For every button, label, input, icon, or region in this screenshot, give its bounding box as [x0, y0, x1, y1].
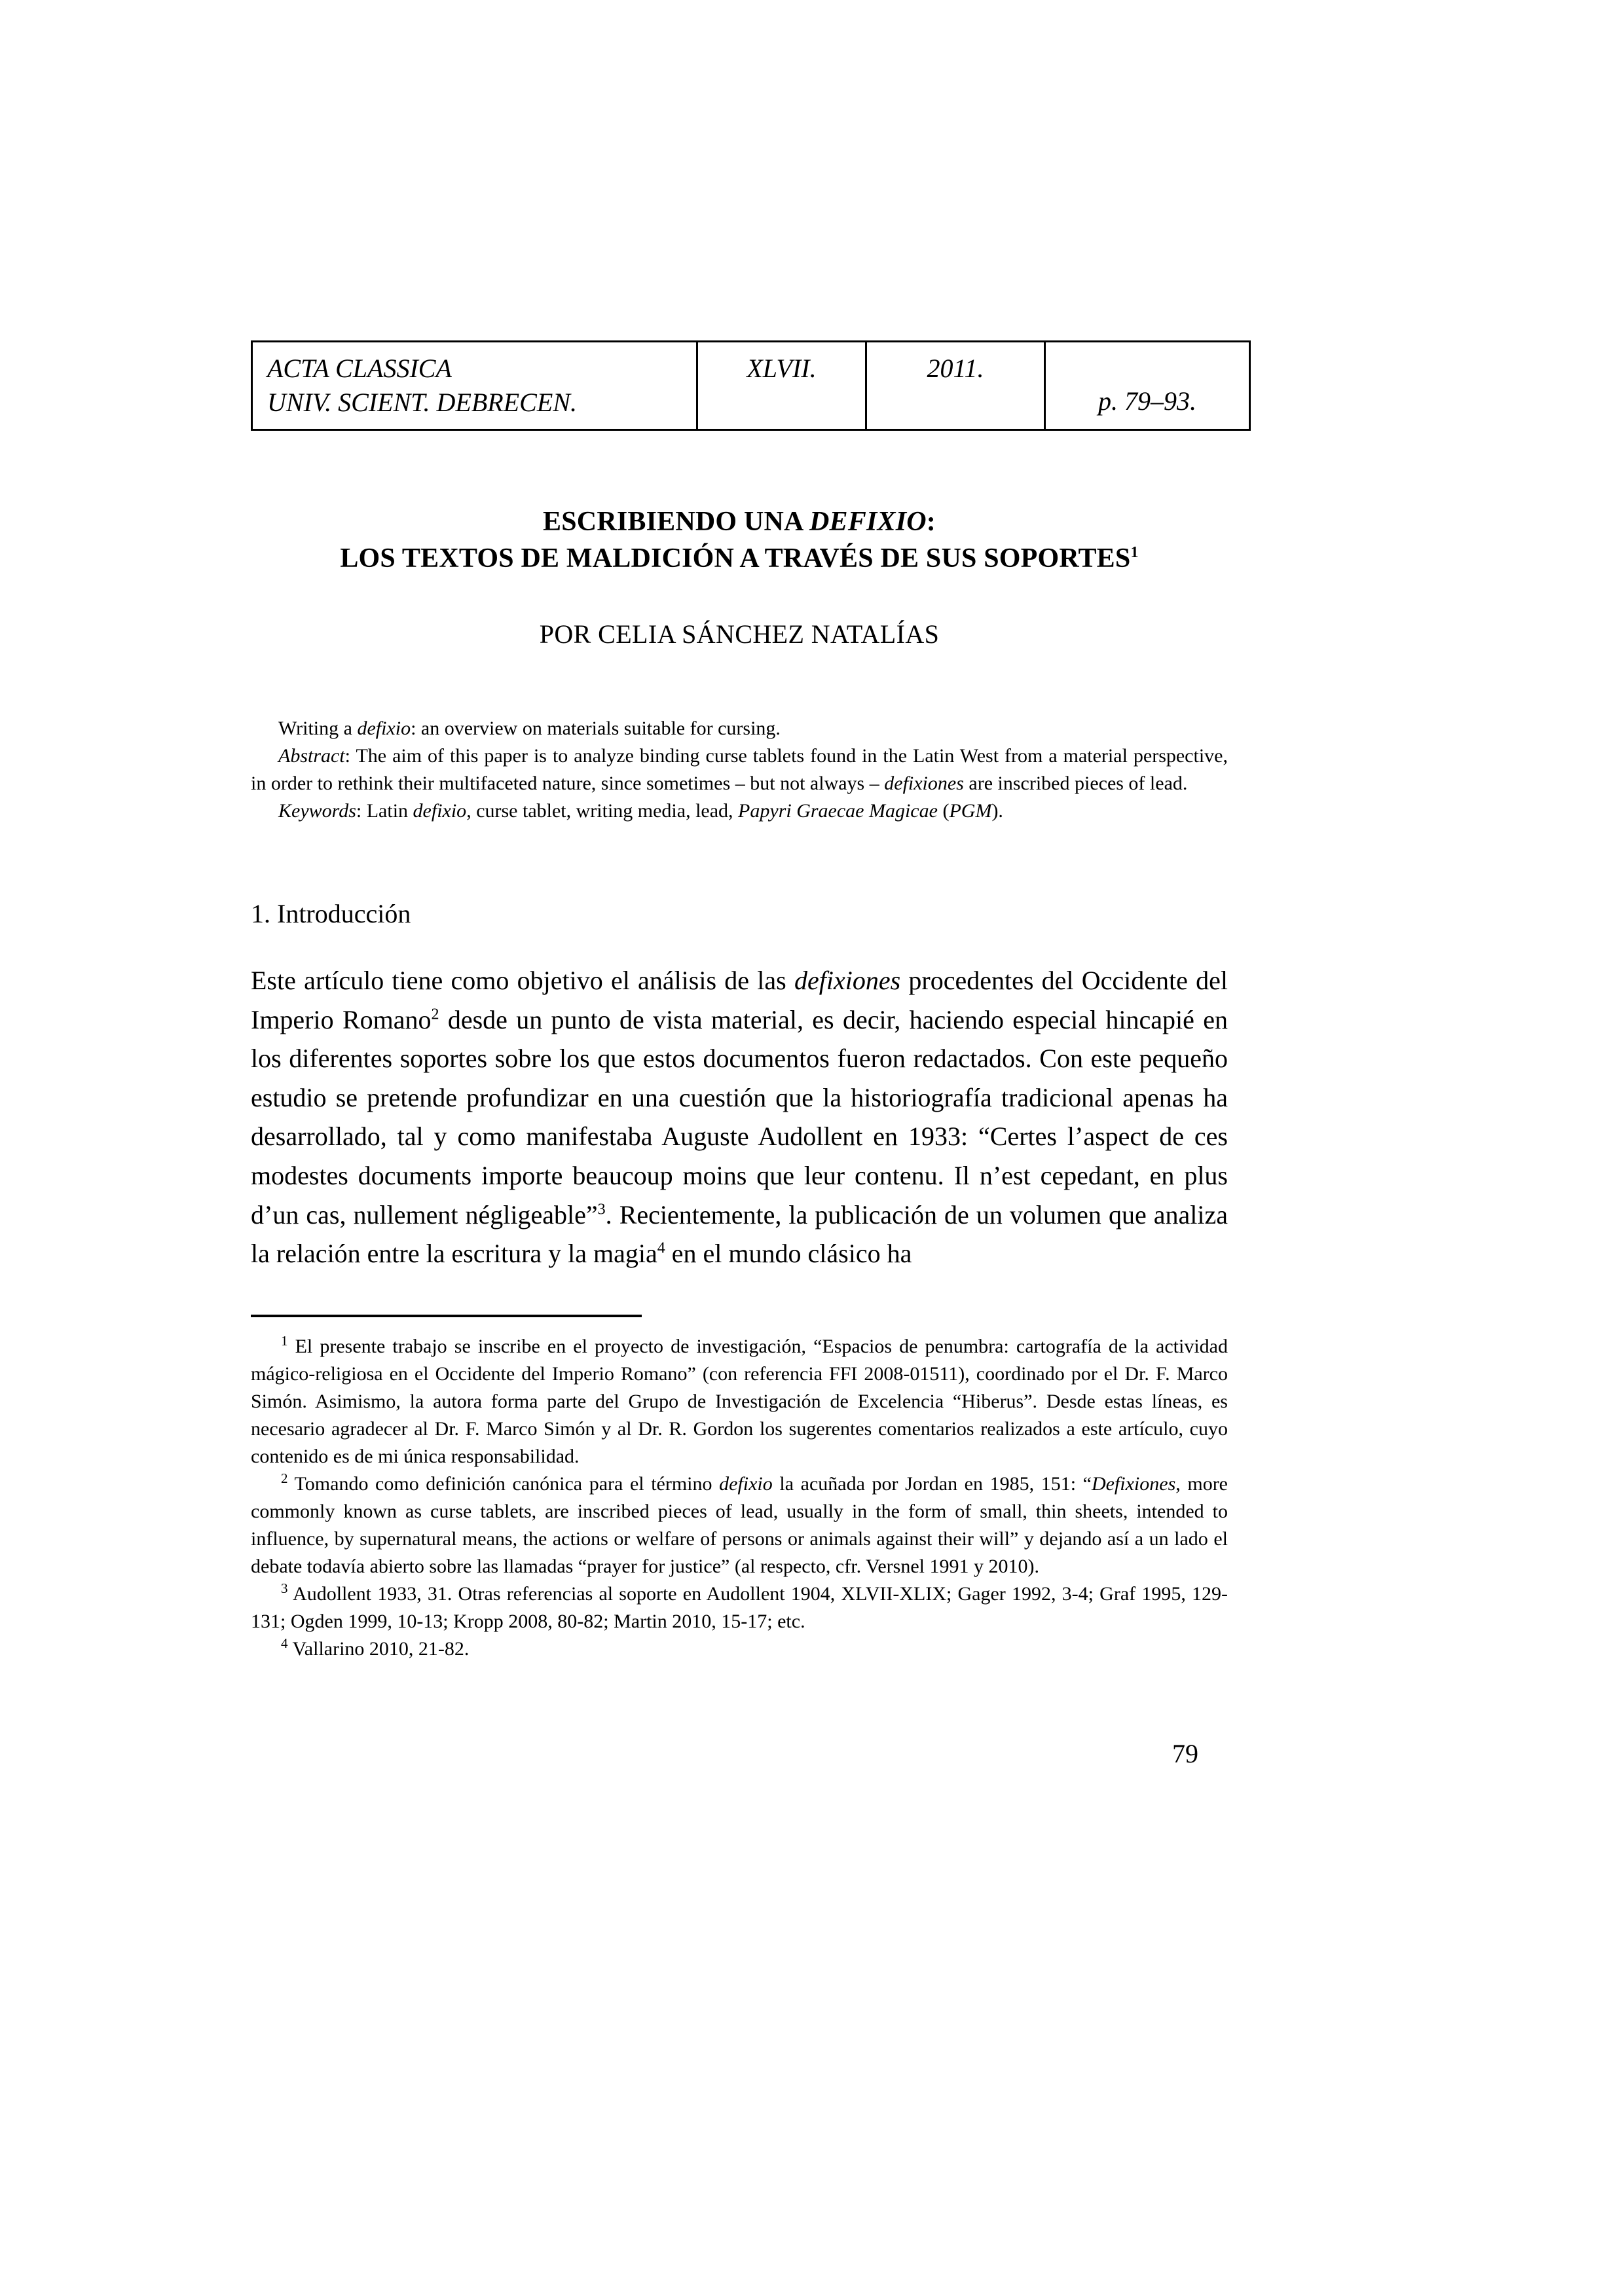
masthead-year-cell — [866, 342, 1045, 430]
body-p1-part-e: en el mundo clásico ha — [665, 1239, 912, 1269]
body-p1-italic-defixiones: defixiones — [794, 966, 901, 995]
footnote-2-part-b: la acuñada por Jordan en 1985, 151: “ — [772, 1473, 1092, 1495]
running-title-suffix: : an overview on materials suitable for cursing. — [411, 718, 781, 739]
footnote-1-marker[interactable]: 1 — [281, 1333, 288, 1349]
body-p1-part-b: procedentes del Occidente del Imperio Romano — [251, 966, 1228, 1034]
page-range-value: p. 79–93. — [1098, 386, 1196, 416]
footnote-1-text: El presente trabajo se inscribe en el proyecto de investigación, “Espacios de penumbra: cartografía de la actividad mágico-religiosa en el Occidente del Imperio Romano” (con referencia FFI 2008-01511), coordinado por el Dr. F. Marco Simón. Asimismo, la autora forma parte del Grupo de Investigación de Excelencia “Hiberus”. Desde estas líneas, es necesario agradecer al Dr. F. Marco Simón y al Dr. R. Gordon los sugerentes comentarios realizados a este artículo, cuyo contenido es de mi única responsabilidad. — [251, 1336, 1228, 1467]
footnote-3-text: Audollent 1933, 31. Otras referencias al soporte en Audollent 1904, XLVII-XLIX; Gager 1992, 3-4; Graf 1995, 129-131; Ogden 1999, 10-13; Kropp 2008, 80-82; Martin 2010, 15-17; etc. — [251, 1583, 1228, 1632]
keywords-label: Keywords — [278, 800, 356, 822]
keywords-italic-pgm-abbrev: PGM — [949, 800, 992, 822]
section-heading-introduccion: 1. Introducción — [251, 899, 411, 928]
journal-masthead-table — [251, 340, 1251, 431]
keywords-part-2: , curse tablet, writing media, lead, — [466, 800, 739, 822]
footnote-4-text: Vallarino 2010, 21-82. — [287, 1638, 470, 1660]
body-paragraph-1 — [251, 961, 1228, 1273]
keywords-italic-defixio: defixio — [413, 800, 467, 822]
abstract-label: Abstract — [278, 745, 345, 767]
title-line1-prefix: ESCRIBIENDO UNA — [543, 507, 809, 537]
abstract-block — [251, 715, 1228, 825]
page-number-folio: 79 — [1172, 1739, 1198, 1768]
abstract-body-part-2: are inscribed pieces of lead. — [963, 773, 1188, 794]
footnote-separator-rule — [251, 1315, 642, 1317]
title-line1-suffix: : — [926, 507, 936, 537]
journal-name-line1: ACTA CLASSICA — [267, 354, 452, 383]
page-title-line-2 — [251, 541, 1228, 577]
body-p1-part-c: desde un punto de vista material, es decir, haciendo especial hincapié en los diferentes soportes sobre los que estos documentos fueron redactados. Con este pequeño estudio se pretende profundizar en una cuestión que la historiografía tradicional apenas ha desarrollado, tal y como manifestaba Auguste Audollent en 1933: “Certes l’aspect de ces modestes documents importe beaucoup moins que leur contenu. Il n’est cepedant, en plus d’un cas, nullement négligeable” — [251, 1004, 1228, 1230]
body-footnote-marker-4[interactable]: 4 — [657, 1239, 665, 1257]
body-p1-part-d: . Recientemente, la publicación de un volumen que analiza la relación entre la escritura y la magia — [251, 1199, 1228, 1269]
footnote-2-italic-defixio: defixio — [719, 1473, 773, 1495]
page-title-line-1 — [251, 504, 1228, 541]
body-footnote-marker-3[interactable]: 3 — [597, 1201, 606, 1218]
year-value: 2011. — [927, 354, 984, 383]
footnote-2-part-a: Tomando como definición canónica para el término — [287, 1473, 720, 1495]
footnote-2-part-c: , more commonly known as curse tablets, are inscribed pieces of lead, usually in the form of small, thin sheets, intended to influence, by supernatural means, the actions or welfare of persons or animals against their will” y dejando así a un lado el debate todavía abierto sobre las llamadas “prayer for justice” (al respecto, cfr. Versnel 1991 y 2010). — [251, 1473, 1228, 1577]
abstract-paragraph — [251, 742, 1228, 797]
abstract-body-part-1: : The aim of this paper is to analyze binding curse tablets found in the Latin West from a material perspective, in order to rethink their multifaceted nature, since sometimes – but not always – — [251, 745, 1228, 794]
running-title-italic-term: defixio — [357, 718, 411, 739]
keywords-paragraph — [251, 797, 1228, 825]
keywords-part-1: : Latin — [356, 800, 413, 822]
footnote-2-italic-defixiones: Defixiones — [1091, 1473, 1176, 1495]
running-title-prefix: Writing a — [278, 718, 358, 739]
abstract-italic-defixiones: defixiones — [884, 773, 964, 794]
masthead-volume-cell — [697, 342, 866, 430]
body-text-block — [251, 961, 1228, 1273]
keywords-italic-pgm-title: Papyri Graecae Magicae — [738, 800, 938, 822]
volume-value: XLVII. — [747, 354, 817, 383]
masthead-journal-cell — [252, 342, 697, 430]
title-footnote-marker[interactable]: 1 — [1130, 543, 1139, 561]
footnote-4-marker[interactable]: 4 — [281, 1635, 288, 1651]
keywords-part-4: ). — [991, 800, 1003, 822]
footnote-3 — [251, 1580, 1228, 1635]
table-row — [252, 342, 1250, 430]
body-p1-part-a: Este artículo tiene como objetivo el análisis de las — [251, 966, 794, 995]
title-line2-text: LOS TEXTOS DE MALDICIÓN A TRAVÉS DE SUS SOPORTES — [340, 543, 1131, 574]
footnote-4 — [251, 1635, 1228, 1663]
footnote-2-marker[interactable]: 2 — [281, 1470, 288, 1486]
masthead-pages-cell — [1045, 342, 1250, 430]
footnote-2 — [251, 1470, 1228, 1580]
footnotes-block — [251, 1333, 1228, 1663]
article-title-block — [251, 504, 1228, 577]
footnote-3-marker[interactable]: 3 — [281, 1580, 288, 1596]
author-byline: POR CELIA SÁNCHEZ NATALÍAS — [539, 619, 940, 649]
keywords-part-3: ( — [937, 800, 950, 822]
journal-name-line2: UNIV. SCIENT. DEBRECEN. — [267, 388, 577, 417]
title-line1-italic-term: DEFIXIO — [809, 507, 927, 537]
body-footnote-marker-2[interactable]: 2 — [431, 1006, 439, 1023]
running-title-line — [251, 715, 1228, 742]
footnote-1 — [251, 1333, 1228, 1470]
